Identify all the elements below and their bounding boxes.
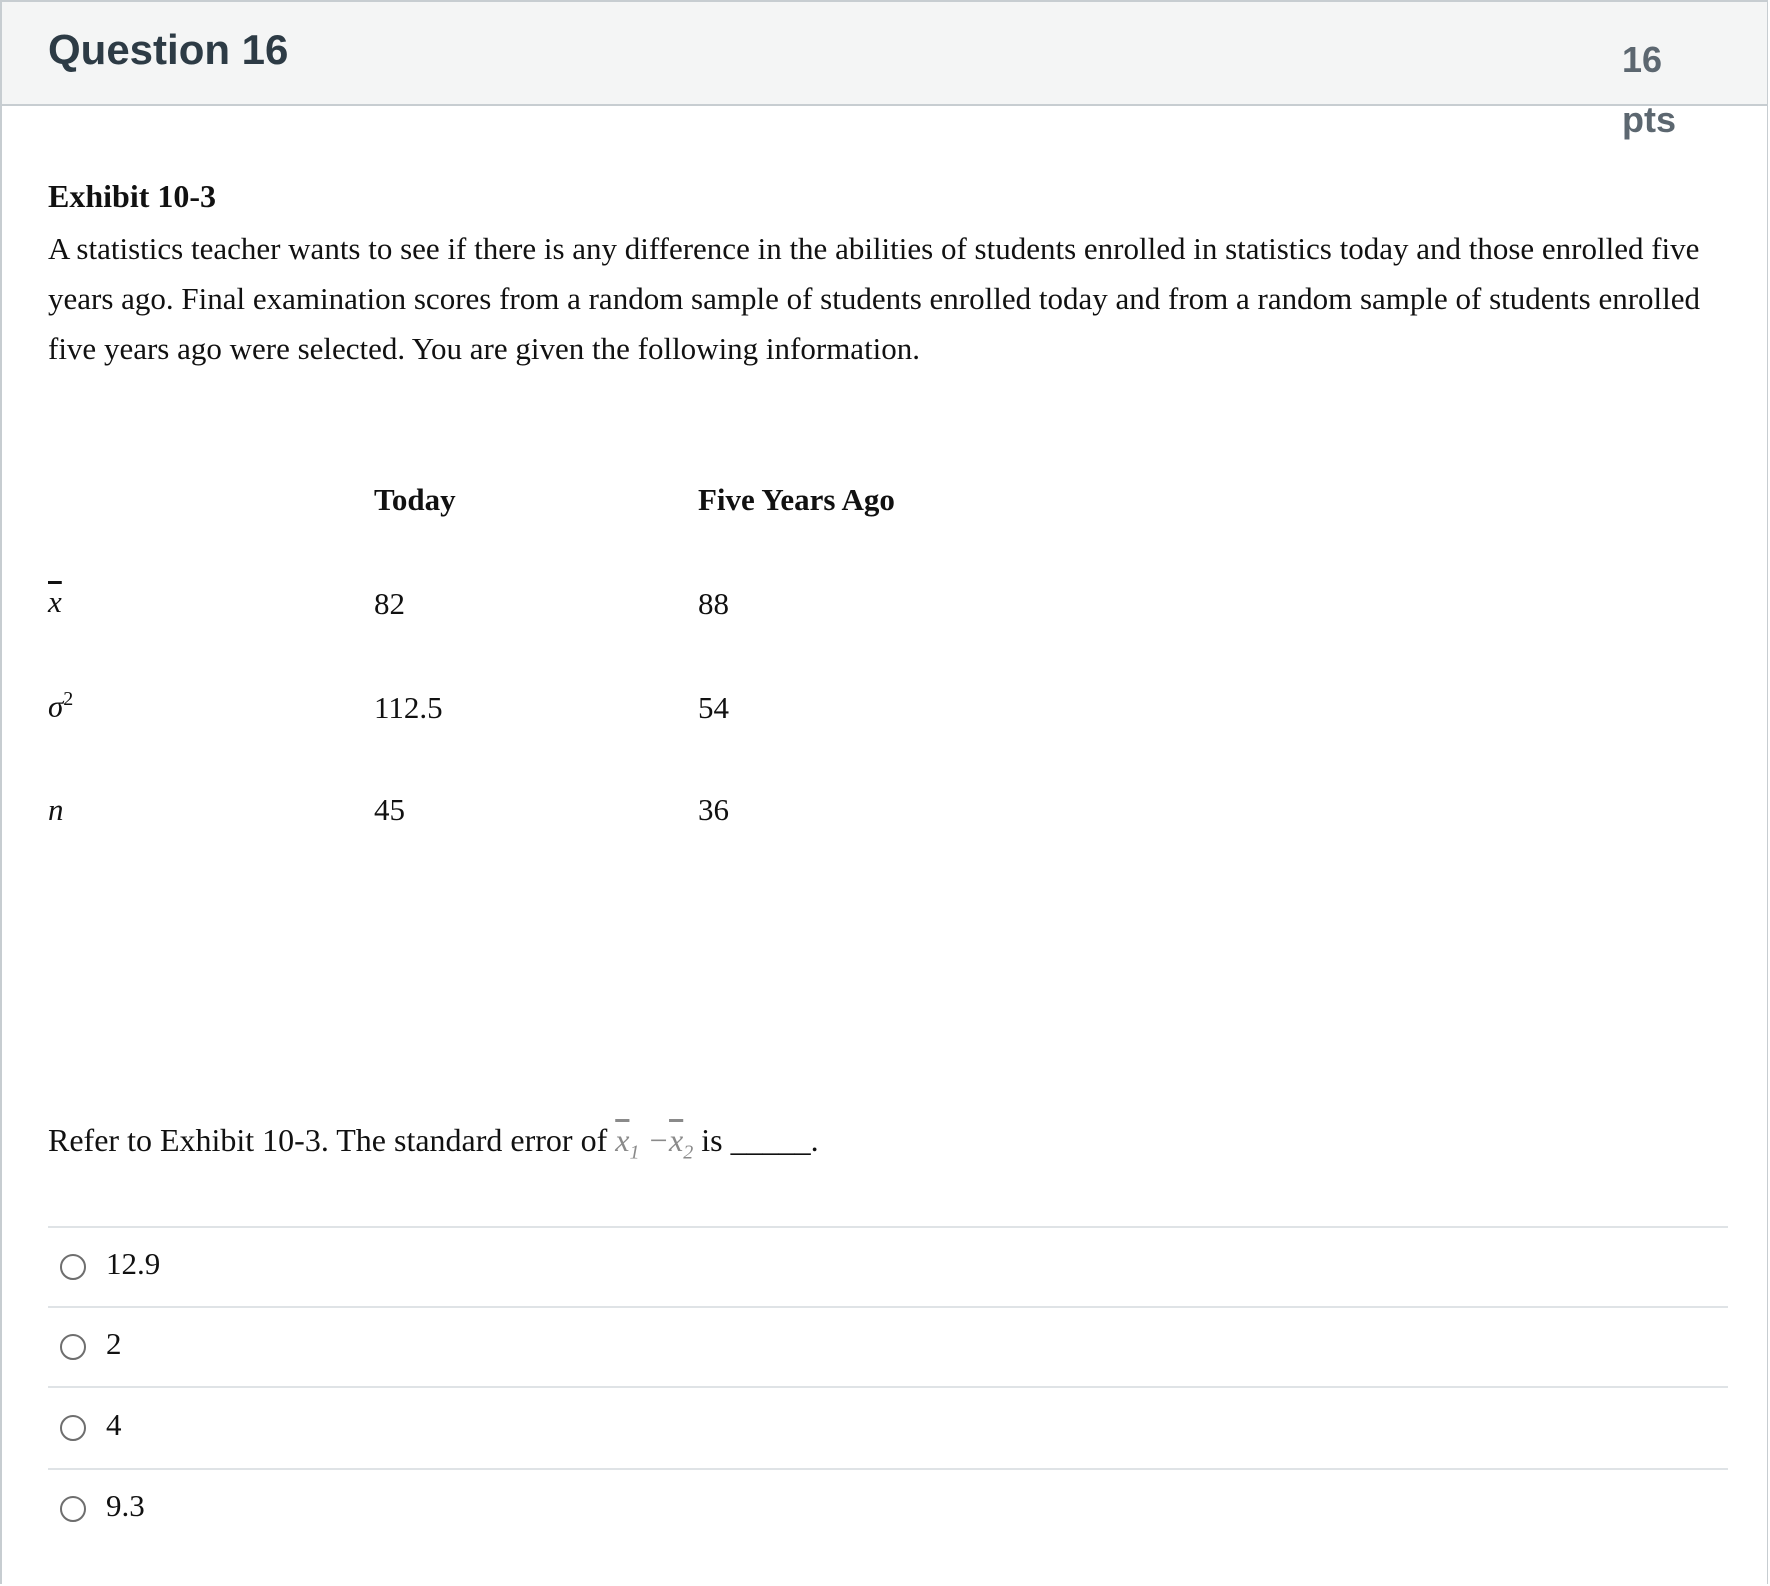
table-cell-mean-today: 82 (374, 586, 405, 621)
formula-xbar-2: $\overline{x}$ (669, 1122, 684, 1158)
answer-divider (48, 1306, 1728, 1308)
radio-button[interactable] (60, 1496, 86, 1522)
prompt-text-before: Refer to Exhibit 10-3. The standard error of (48, 1122, 608, 1158)
answer-option-4[interactable] (48, 1474, 1728, 1550)
radio-button[interactable] (60, 1334, 86, 1360)
table-header-today: Today (374, 482, 456, 517)
difference-of-means-formula (615, 1122, 694, 1164)
exhibit-title: Exhibit 10-3 (48, 178, 217, 214)
answer-label: 4 (106, 1407, 122, 1442)
sigma-symbol: σ (48, 688, 64, 724)
formula-minus: − (647, 1122, 670, 1158)
radio-button[interactable] (60, 1415, 86, 1441)
table-cell-n-today: 45 (374, 792, 405, 827)
answer-label: 9.3 (106, 1488, 145, 1523)
answer-label: 12.9 (106, 1246, 161, 1281)
answer-divider (48, 1386, 1728, 1388)
question-prompt (48, 1122, 819, 1164)
answer-option-2[interactable] (48, 1312, 1728, 1388)
answer-option-3[interactable] (48, 1393, 1728, 1469)
radio-button[interactable] (60, 1254, 86, 1280)
formula-xbar-1: $\overline{x}$ (615, 1122, 630, 1158)
formula-sub-1: 1 (629, 1141, 640, 1164)
table-cell-variance-five-years-ago: 54 (698, 690, 729, 725)
table-header-five-years-ago: Five Years Ago (698, 482, 895, 517)
prompt-text-after: is _____. (701, 1122, 819, 1158)
table-cell-n-five-years-ago: 36 (698, 792, 729, 827)
variance-exponent: 2 (63, 688, 74, 710)
question-points: 16 pts (1622, 39, 1676, 140)
table-row-sample-size-symbol: n (48, 792, 64, 827)
answers-top-divider (48, 1226, 1728, 1228)
formula-sub-2: 2 (683, 1141, 694, 1164)
table-row-mean-symbol: $\overline{x}$ (48, 584, 62, 619)
answer-option-1[interactable] (48, 1232, 1728, 1308)
answer-divider (48, 1468, 1728, 1470)
answer-label: 2 (106, 1326, 122, 1361)
question-header (2, 2, 1767, 140)
table-cell-mean-five-years-ago: 88 (698, 586, 729, 621)
exhibit-description: A statistics teacher wants to see if there is any difference in the abilities of students enrolled in statistics today and those enrolled five years ago. Final examination scores from a random sample of students enrolled today and from a random sample of students enrolled five years ago were selected. You are given the following information. (48, 231, 1701, 366)
table-row-variance-symbol (48, 688, 73, 724)
table-cell-variance-today: 112.5 (374, 690, 443, 725)
question-title: Question 16 (48, 26, 289, 73)
